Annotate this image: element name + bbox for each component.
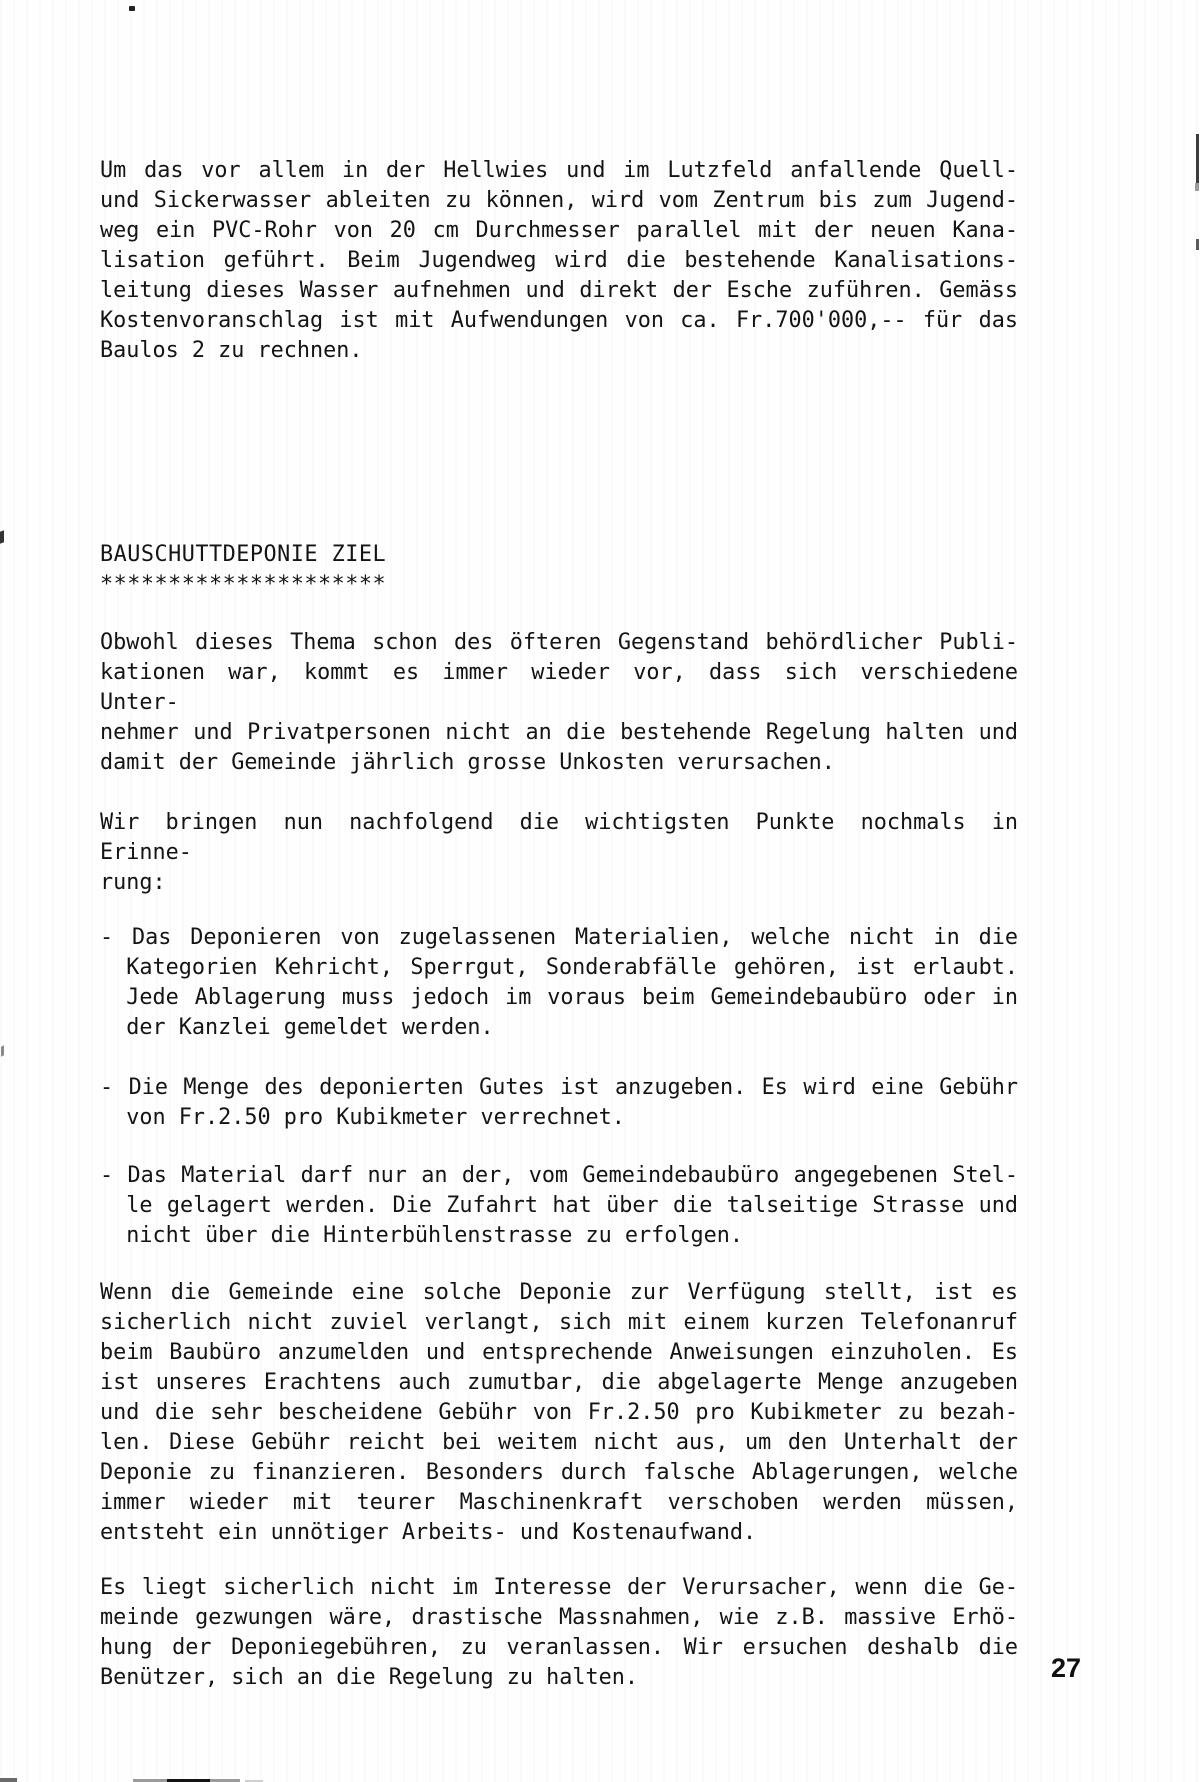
paragraph-wenn-gemeinde [100, 1278, 1018, 1548]
paragraph-quellwasser [100, 156, 1018, 366]
bullet-line: - Das Deponieren von zugelassenen Materialien, welche nicht in die [100, 925, 1018, 950]
text-line: le gelagert werden. Die Zufahrt hat über die talseitige Strasse und [126, 1193, 1018, 1218]
text-line: Jede Ablagerung muss jedoch im voraus beim Gemeindebaubüro oder in [126, 985, 1018, 1010]
text-line: lisation geführt. Beim Jugendweg wird die bestehende Kanalisations- [100, 248, 1018, 273]
text-line: immer wieder mit teurer Maschinenkraft verschoben werden müssen, [100, 1490, 1018, 1515]
text-line: entsteht ein unnötiger Arbeits- und Kostenaufwand. [100, 1520, 757, 1545]
bullet-deponieren [100, 923, 1018, 1043]
bullet-material [100, 1161, 1018, 1251]
scan-edge-mark [0, 530, 4, 543]
text-line: ist unseres Erachtens auch zumutbar, die abgelagerte Menge anzugeben [100, 1370, 1018, 1395]
text-line: von Fr.2.50 pro Kubikmeter verrechnet. [126, 1105, 625, 1130]
bullet-line: - Das Material darf nur an der, vom Gemeindebaubüro angegebenen Stel- [100, 1163, 1018, 1188]
text-line: Kategorien Kehricht, Sperrgut, Sonderabfälle gehören, ist erlaubt. [126, 955, 1018, 980]
text-column [100, 156, 1018, 1693]
text-line: sicherlich nicht zuviel verlangt, sich mit einem kurzen Telefonanruf [100, 1310, 1018, 1335]
text-line: Kostenvoranschlag ist mit Aufwendungen von ca. Fr.700'000,-- für das [100, 308, 1018, 333]
bullet-menge [100, 1073, 1018, 1133]
text-line: Um das vor allem in der Hellwies und im Lutzfeld anfallende Quell- [100, 158, 1018, 183]
text-line: Obwohl dieses Thema schon des öfteren Gegenstand behördlicher Publi- [100, 630, 1018, 655]
scan-bottom-artifact [0, 1778, 17, 1782]
text-line: damit der Gemeinde jährlich grosse Unkosten verursachen. [100, 750, 835, 775]
heading-underline-asterisks: ********************* [100, 572, 387, 597]
text-line: hung der Deponiegebühren, zu veranlassen. Wir ersuchen deshalb die [100, 1635, 1018, 1660]
text-line: kationen war, kommt es immer wieder vor, dass sich verschiedene Unter- [100, 660, 1018, 715]
paragraph-obwohl [100, 628, 1018, 778]
scan-page-edge-line [1195, 183, 1199, 191]
text-line: Deponie zu finanzieren. Besonders durch falsche Ablagerungen, welche [100, 1460, 1018, 1485]
section-title: BAUSCHUTTDEPONIE ZIEL [100, 542, 387, 567]
text-line: rung: [100, 870, 166, 895]
text-line: leitung dieses Wasser aufnehmen und direkt der Esche zuführen. Gemäss [100, 278, 1018, 303]
text-line: und die sehr bescheidene Gebühr von Fr.2.50 pro Kubikmeter zu bezah- [100, 1400, 1018, 1425]
text-line: nicht über die Hinterbühlenstrasse zu erfolgen. [126, 1223, 744, 1248]
text-line: len. Diese Gebühr reicht bei weitem nicht aus, um den Unterhalt der [100, 1430, 1018, 1455]
section-heading [100, 540, 1018, 600]
text-line: meinde gezwungen wäre, drastische Massnahmen, wie z.B. massive Erhö- [100, 1605, 1018, 1630]
text-line: weg ein PVC-Rohr von 20 cm Durchmesser parallel mit der neuen Kana- [100, 218, 1018, 243]
text-line: beim Baubüro anzumelden und entsprechende Anweisungen einzuholen. Es [100, 1340, 1018, 1365]
scan-speck [129, 6, 135, 11]
text-line: Wir bringen nun nachfolgend die wichtigsten Punkte nochmals in Erinne- [100, 810, 1018, 865]
text-line: Benützer, sich an die Regelung zu halten. [100, 1665, 639, 1690]
text-line: Baulos 2 zu rechnen. [100, 338, 363, 363]
text-line: nehmer und Privatpersonen nicht an die bestehende Regelung halten und [100, 720, 1018, 745]
text-line: Es liegt sicherlich nicht im Interesse der Verursacher, wenn die Ge- [100, 1575, 1018, 1600]
text-line: und Sickerwasser ableiten zu können, wird vom Zentrum bis zum Jugend- [100, 188, 1018, 213]
paragraph-interesse [100, 1573, 1018, 1693]
paragraph-erinnerung [100, 808, 1018, 898]
bullet-line: - Die Menge des deponierten Gutes ist anzugeben. Es wird eine Gebühr [100, 1075, 1018, 1100]
scan-page-edge-line [1196, 134, 1199, 183]
text-line: Wenn die Gemeinde eine solche Deponie zur Verfügung stellt, ist es [100, 1280, 1018, 1305]
text-line: der Kanzlei gemeldet werden. [126, 1015, 494, 1040]
scan-edge-mark [1, 1045, 4, 1056]
page-number: 27 [1051, 1653, 1082, 1683]
scan-page-edge-line [1196, 239, 1199, 250]
